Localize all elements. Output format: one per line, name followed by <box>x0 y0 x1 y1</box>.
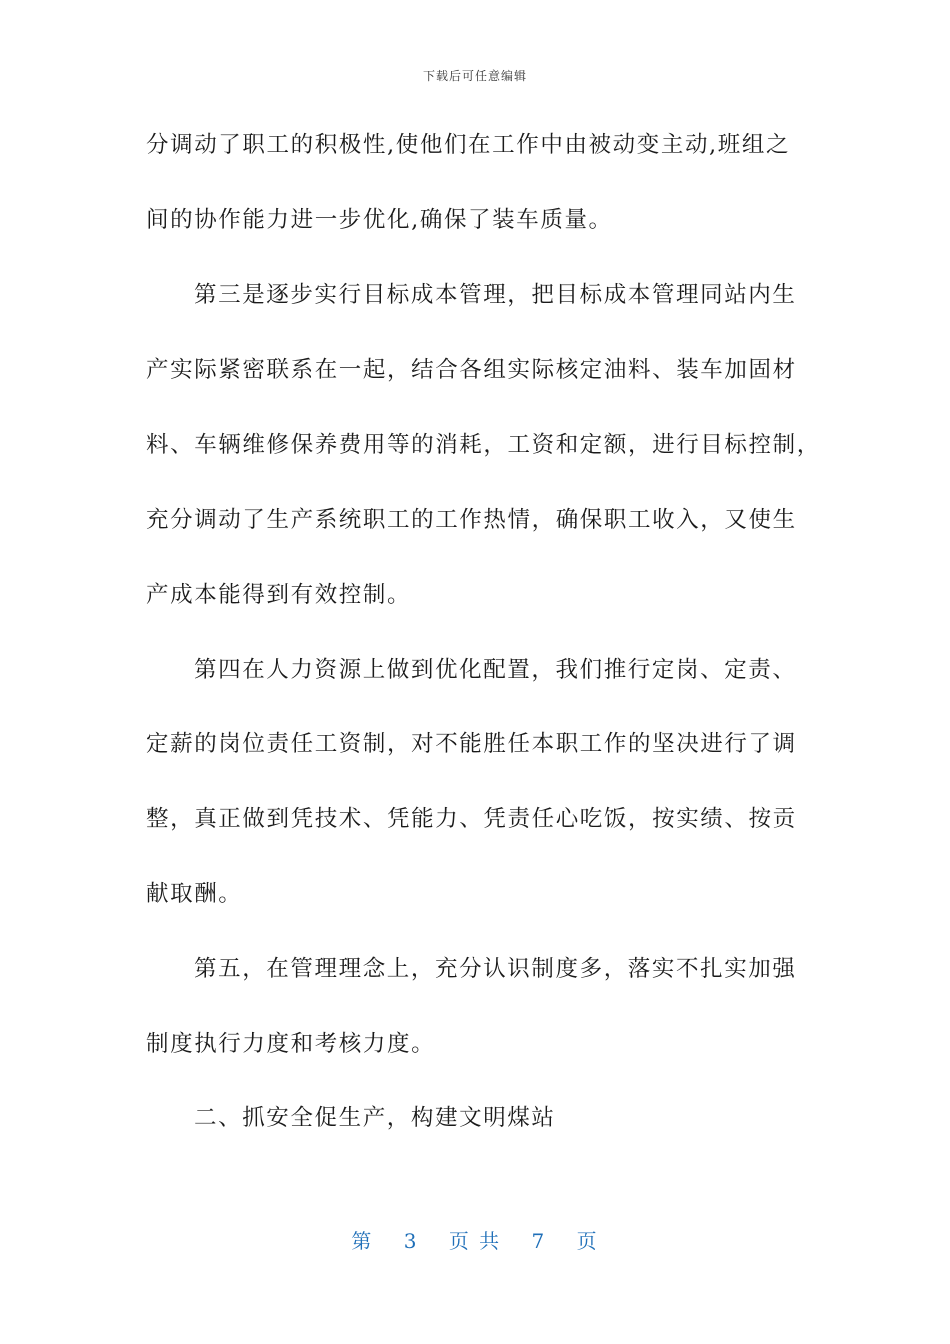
paragraph-start-line: 第四在人力资源上做到优化配置，我们推行定岗、定责、 <box>194 657 797 683</box>
text-line: 充分调动了生产系统职工的工作热情，确保职工收入，又使生 <box>146 507 797 533</box>
total-page-count: 7 <box>531 1229 547 1253</box>
text-line: 定薪的岗位责任工资制，对不能胜任本职工作的坚决进行了调 <box>146 731 797 757</box>
text-line: 产实际紧密联系在一起，结合各组实际核定油料、装车加固材 <box>146 357 797 383</box>
page-header: 下载后可任意编辑 <box>422 69 527 83</box>
footer-prefix: 第 <box>351 1229 374 1253</box>
text-line: 分调动了职工的积极性,使他们在工作中由被动变主动,班组之 <box>146 132 791 158</box>
text-line: 产成本能得到有效控制。 <box>146 582 412 608</box>
text-line: 制度执行力度和考核力度。 <box>146 1031 436 1057</box>
page-footer <box>0 1225 950 1254</box>
text-line: 献取酬。 <box>146 881 243 907</box>
current-page-number: 3 <box>403 1229 419 1253</box>
footer-suffix: 页 <box>576 1229 599 1253</box>
paragraph-start-line: 第五，在管理理念上，充分认识制度多，落实不扎实加强 <box>194 956 797 982</box>
text-line: 料、车辆维修保养费用等的消耗，工资和定额，进行目标控制， <box>146 432 821 458</box>
paragraph-start-line: 第三是逐步实行目标成本管理，把目标成本管理同站内生 <box>194 282 797 308</box>
footer-middle: 页 共 <box>448 1229 502 1253</box>
text-line: 间的协作能力进一步优化,确保了装车质量。 <box>146 207 613 233</box>
section-heading: 二、抓安全促生产，构建文明煤站 <box>194 1105 556 1131</box>
text-line: 整，真正做到凭技术、凭能力、凭责任心吃饭，按实绩、按贡 <box>146 806 797 832</box>
